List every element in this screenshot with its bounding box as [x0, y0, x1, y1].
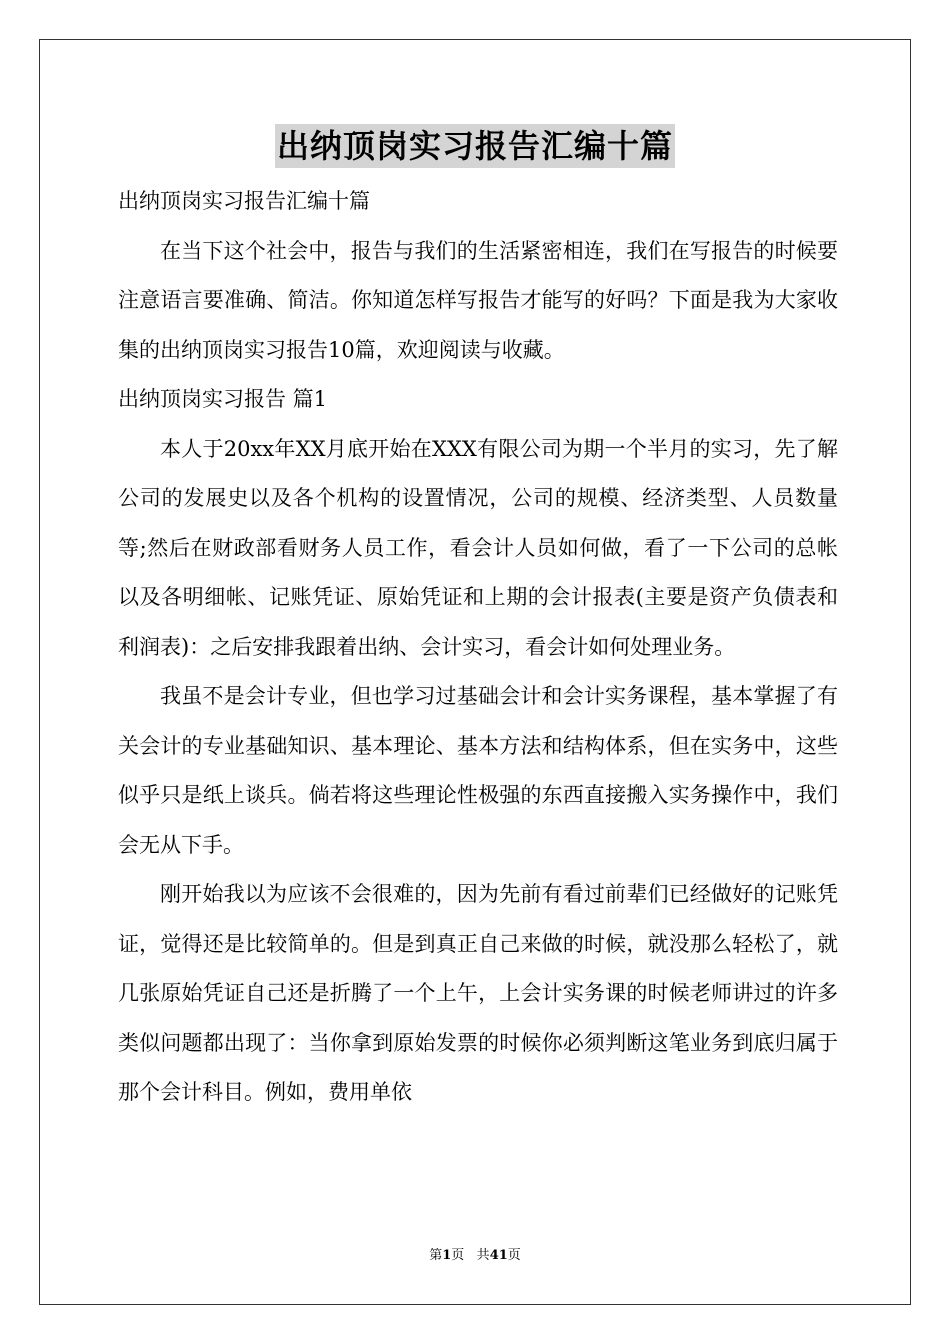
page-suffix: 页 — [451, 1248, 465, 1263]
body-paragraph-3: 刚开始我以为应该不会很难的，因为先前有看过前辈们已经做好的记账凭证，觉得还是比较简单的。但是到真正自己来做的时候，就没那么轻松了，就几张原始凭证自己还是折腾了一个上午，上会计实务课的时候老师讲过的许多类似问题都出现了：当你拿到原始发票的时候你必须判断这笔业务到底归属于那个会计科目。例如，费用单依 — [118, 882, 838, 1104]
total-suffix: 页 — [507, 1248, 521, 1263]
total-prefix: 共 — [476, 1248, 490, 1263]
section-heading: 出纳顶岗实习报告 篇1 — [118, 387, 328, 411]
page-prefix: 第 — [429, 1248, 443, 1263]
total-pages: 41 — [489, 1248, 508, 1263]
title-container — [0, 124, 950, 168]
document-body — [118, 177, 838, 1118]
body-paragraph-1: 本人于20xx年XX月底开始在XXX有限公司为期一个半月的实习，先了解公司的发展史以及各个机构的设置情况，公司的规模、经济类型、人员数量等;然后在财政部看财务人员工作，看会计人员如何做，看了一下公司的总帐以及各明细帐、记账凭证、原始凭证和上期的会计报表(主要是资产负债表和利润表)：之后安排我跟着出纳、会计实习，看会计如何处理业务。 — [118, 436, 838, 659]
document-subtitle: 出纳顶岗实习报告汇编十篇 — [118, 189, 370, 213]
intro-paragraph: 在当下这个社会中，报告与我们的生活紧密相连，我们在写报告的时候要注意语言要准确、简洁。你知道怎样写报告才能写的好吗？下面是我为大家收集的出纳顶岗实习报告10篇，欢迎阅读与收藏。 — [118, 238, 838, 362]
page-number: 1 — [442, 1248, 452, 1263]
document-title: 出纳顶岗实习报告汇编十篇 — [275, 124, 675, 168]
body-paragraph-2: 我虽不是会计专业，但也学习过基础会计和会计实务课程，基本掌握了有关会计的专业基础知识、基本理论、基本方法和结构体系，但在实务中，这些似乎只是纸上谈兵。倘若将这些理论性极强的东西直接搬入实务操作中，我们会无从下手。 — [118, 684, 838, 857]
page-footer — [0, 1247, 950, 1265]
